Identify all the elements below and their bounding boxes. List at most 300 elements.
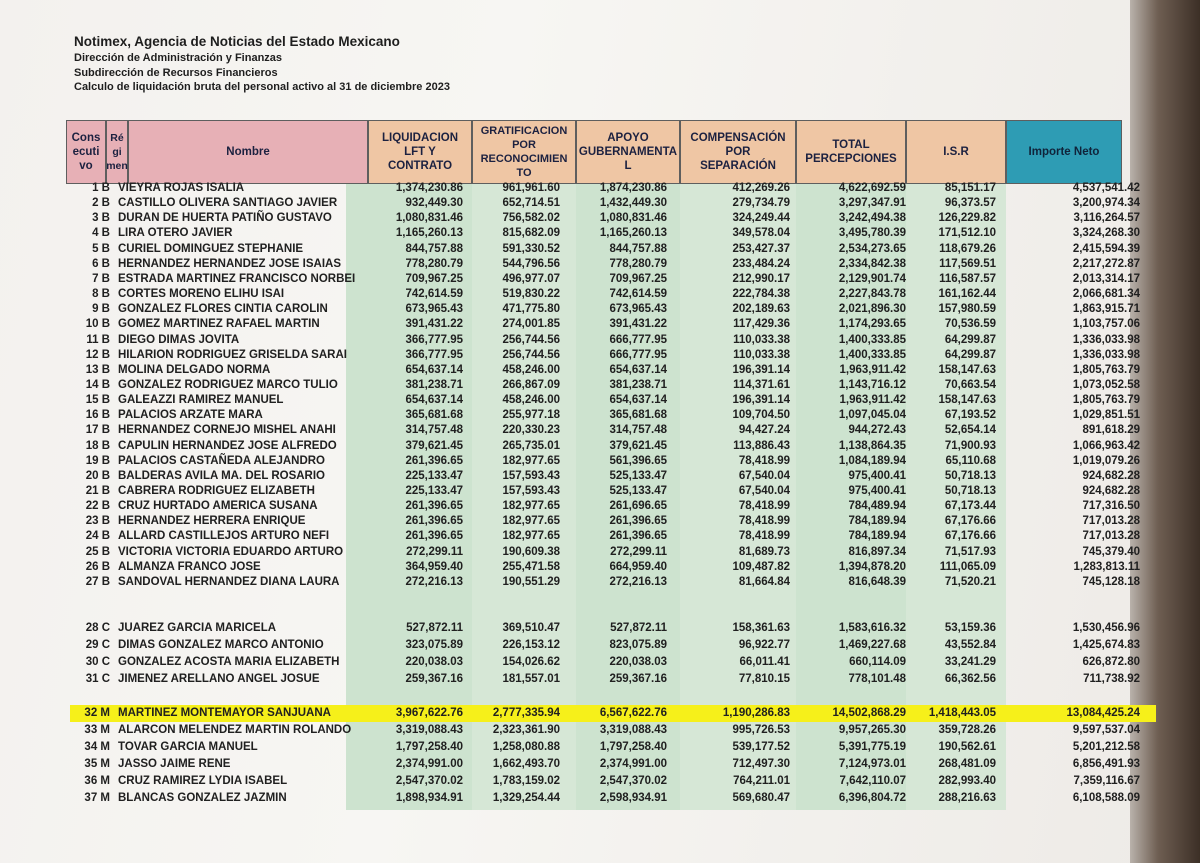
row-apoyo: 709,967.25 — [609, 272, 667, 285]
row-isr: 71,520.21 — [944, 575, 996, 588]
table-row — [0, 707, 1200, 722]
row-grat: 458,246.00 — [502, 394, 560, 407]
row-grat: 181,557.01 — [502, 673, 560, 685]
row-apoyo: 220,038.03 — [609, 656, 667, 668]
row-grat: 157,593.43 — [502, 485, 560, 497]
row-consecutivo: 15 B — [85, 394, 110, 407]
row-grat: 182,977.65 — [502, 454, 560, 467]
row-neto: 1,103,757.06 — [1072, 318, 1140, 331]
table-row — [0, 561, 1200, 576]
row-liq: 3,319,088.43 — [395, 724, 463, 736]
row-liq: 778,280.79 — [405, 257, 463, 270]
row-nombre: GALEAZZI RAMIREZ MANUEL — [118, 394, 284, 407]
row-nombre: ALLARD CASTILLEJOS ARTURO NEFI — [118, 530, 330, 543]
col-neto: Importe Neto — [1006, 120, 1122, 184]
row-liq: 932,449.30 — [405, 197, 463, 210]
row-consecutivo: 2 B — [92, 197, 110, 210]
row-consecutivo: 4 B — [92, 227, 110, 240]
table-row — [0, 288, 1200, 303]
row-consecutivo: 35 M — [84, 758, 110, 770]
row-neto: 13,084,425.24 — [1066, 707, 1140, 719]
row-liq: 261,396.65 — [405, 515, 463, 528]
row-grat: 256,744.56 — [502, 348, 560, 361]
row-consecutivo: 9 B — [92, 303, 110, 316]
row-neto: 2,013,314.17 — [1072, 272, 1140, 285]
row-grat: 544,796.56 — [502, 257, 560, 270]
row-neto: 1,283,813.11 — [1073, 560, 1140, 573]
row-nombre: TOVAR GARCIA MANUEL — [118, 741, 258, 753]
table-row — [0, 349, 1200, 364]
row-liq: 527,872.11 — [406, 622, 463, 634]
row-nombre: CORTES MORENO ELIHU ISAI — [118, 288, 285, 301]
row-isr: 1,418,443.05 — [928, 707, 996, 719]
row-neto: 7,359,116.67 — [1073, 775, 1140, 787]
row-nombre: SANDOVAL HERNANDEZ DIANA LAURA — [118, 575, 340, 588]
row-consecutivo: 36 M — [84, 775, 110, 787]
row-neto: 1,863,915.71 — [1072, 303, 1140, 316]
row-neto: 1,066,963.42 — [1072, 439, 1140, 452]
row-neto: 3,116,264.57 — [1073, 212, 1140, 225]
row-consecutivo: 17 B — [85, 424, 110, 437]
row-neto: 924,682.28 — [1082, 469, 1140, 482]
row-apoyo: 391,431.22 — [609, 318, 667, 331]
row-neto: 1,336,033.98 — [1072, 333, 1140, 346]
row-comp: 202,189.63 — [732, 303, 790, 316]
row-apoyo: 778,280.79 — [609, 257, 667, 270]
row-comp: 78,418.99 — [738, 500, 790, 513]
row-grat: 369,510.47 — [502, 622, 560, 634]
table-row — [0, 394, 1200, 409]
row-nombre: VIEYRA ROJAS ISALIA — [118, 182, 245, 194]
row-grat: 220,330.23 — [502, 424, 560, 437]
row-isr: 118,679.26 — [939, 242, 996, 255]
row-neto: 1,336,033.98 — [1072, 348, 1140, 361]
row-comp: 67,540.04 — [738, 485, 790, 497]
table-row — [0, 273, 1200, 288]
row-liq: 366,777.95 — [405, 333, 463, 346]
table-row — [0, 622, 1200, 637]
row-liq: 272,216.13 — [405, 575, 463, 588]
row-liq: 1,165,260.13 — [395, 227, 463, 240]
row-apoyo: 742,614.59 — [609, 288, 667, 301]
row-grat: 591,330.52 — [502, 242, 560, 255]
row-liq: 1,797,258.40 — [395, 741, 463, 753]
table-row — [0, 470, 1200, 485]
table-row — [0, 334, 1200, 349]
row-total: 2,227,843.78 — [838, 288, 906, 301]
row-liq: 225,133.47 — [405, 485, 463, 497]
row-neto: 924,682.28 — [1082, 485, 1140, 497]
row-total: 7,124,973.01 — [838, 758, 906, 770]
row-comp: 114,371.61 — [733, 378, 790, 391]
row-isr: 71,517.93 — [944, 545, 996, 558]
row-total: 5,391,775.19 — [838, 741, 906, 753]
table-row — [0, 576, 1200, 591]
row-neto: 3,200,974.34 — [1072, 197, 1140, 210]
subdepartment-line: Subdirección de Recursos Financieros — [74, 67, 278, 79]
row-total: 778,101.48 — [848, 673, 906, 685]
row-total: 660,114.09 — [849, 656, 906, 668]
table-row — [0, 500, 1200, 515]
row-total: 2,021,896.30 — [838, 303, 906, 316]
row-consecutivo: 26 B — [85, 560, 110, 573]
row-comp: 66,011.41 — [739, 656, 790, 668]
row-neto: 6,856,491.93 — [1072, 758, 1140, 770]
row-consecutivo: 11 B — [86, 333, 110, 346]
row-total: 975,400.41 — [848, 485, 906, 497]
row-neto: 5,201,212.58 — [1072, 741, 1140, 753]
row-consecutivo: 7 B — [92, 272, 110, 285]
row-liq: 272,299.11 — [406, 545, 463, 558]
row-grat: 266,867.09 — [502, 378, 560, 391]
row-nombre: CAPULIN HERNANDEZ JOSE ALFREDO — [118, 439, 337, 452]
row-apoyo: 272,216.13 — [609, 575, 667, 588]
row-neto: 626,872.80 — [1082, 656, 1140, 668]
row-total: 1,400,333.85 — [838, 333, 906, 346]
row-neto: 2,217,272.87 — [1072, 257, 1140, 270]
row-nombre: PALACIOS ARZATE MARA — [118, 409, 263, 422]
row-total: 1,400,333.85 — [838, 348, 906, 361]
table-row — [0, 656, 1200, 671]
table-row — [0, 515, 1200, 530]
table-row — [0, 775, 1200, 790]
org-title: Notimex, Agencia de Noticias del Estado Mexicano — [74, 34, 400, 49]
row-nombre: DIEGO DIMAS JOVITA — [118, 333, 240, 346]
row-nombre: GONZALEZ ACOSTA MARIA ELIZABETH — [118, 656, 340, 668]
row-comp: 349,578.04 — [732, 227, 790, 240]
table-row — [0, 673, 1200, 688]
row-comp: 712,497.30 — [732, 758, 790, 770]
table-row — [0, 409, 1200, 424]
row-consecutivo: 1 B — [92, 182, 110, 194]
row-nombre: CURIEL DOMINGUEZ STEPHANIE — [118, 242, 304, 255]
row-comp: 279,734.79 — [732, 197, 790, 210]
row-apoyo: 6,567,622.76 — [599, 707, 667, 719]
row-total: 14,502,868.29 — [832, 707, 906, 719]
row-grat: 226,153.12 — [502, 639, 560, 651]
row-nombre: MARTINEZ MONTEMAYOR SANJUANA — [118, 707, 331, 719]
row-neto: 1,805,763.79 — [1072, 363, 1140, 376]
row-grat: 519,830.22 — [502, 288, 560, 301]
row-isr: 50,718.13 — [944, 469, 996, 482]
row-grat: 496,977.07 — [502, 272, 560, 285]
row-apoyo: 314,757.48 — [609, 424, 667, 437]
row-total: 784,189.94 — [848, 530, 906, 543]
table-row — [0, 303, 1200, 318]
row-liq: 314,757.48 — [405, 424, 463, 437]
table-row — [0, 530, 1200, 545]
row-isr: 157,980.59 — [938, 303, 996, 316]
row-apoyo: 259,367.16 — [609, 673, 667, 685]
row-grat: 1,329,254.44 — [492, 792, 560, 804]
row-comp: 110,033.38 — [733, 333, 790, 346]
row-grat: 190,609.38 — [502, 545, 560, 558]
row-neto: 4,537,541.42 — [1072, 182, 1140, 194]
row-liq: 673,965.43 — [405, 303, 463, 316]
row-comp: 196,391.14 — [732, 363, 790, 376]
row-liq: 261,396.65 — [405, 454, 463, 467]
row-comp: 113,886.43 — [733, 439, 790, 452]
row-liq: 844,757.88 — [405, 242, 463, 255]
row-apoyo: 2,374,991.00 — [599, 758, 667, 770]
row-liq: 391,431.22 — [405, 318, 463, 331]
row-grat: 1,662,493.70 — [492, 758, 560, 770]
row-consecutivo: 23 B — [85, 515, 110, 528]
col-liquidacion: LIQUIDACION LFT Y CONTRATO — [368, 120, 472, 184]
row-grat: 2,777,335.94 — [492, 707, 560, 719]
row-liq: 366,777.95 — [405, 348, 463, 361]
row-isr: 33,241.29 — [944, 656, 996, 668]
row-apoyo: 261,696.65 — [609, 500, 667, 513]
table-row — [0, 227, 1200, 242]
row-apoyo: 272,299.11 — [610, 545, 667, 558]
row-nombre: JASSO JAIME RENE — [118, 758, 231, 770]
row-apoyo: 2,598,934.91 — [599, 792, 667, 804]
row-neto: 717,316.50 — [1082, 500, 1140, 513]
row-grat: 256,744.56 — [502, 333, 560, 346]
row-nombre: HERNANDEZ CORNEJO MISHEL ANAHI — [118, 424, 336, 437]
row-total: 7,642,110.07 — [839, 775, 906, 787]
row-consecutivo: 31 C — [85, 673, 110, 685]
row-consecutivo: 16 B — [85, 409, 110, 422]
row-nombre: GOMEZ MARTINEZ RAFAEL MARTIN — [118, 318, 320, 331]
row-apoyo: 673,965.43 — [609, 303, 667, 316]
row-nombre: BLANCAS GONZALEZ JAZMIN — [118, 792, 287, 804]
row-liq: 1,374,230.86 — [395, 182, 463, 194]
row-consecutivo: 25 B — [85, 545, 110, 558]
row-isr: 171,512.10 — [938, 227, 996, 240]
row-isr: 190,562.61 — [938, 741, 996, 753]
table-row — [0, 182, 1200, 197]
row-liq: 3,967,622.76 — [395, 707, 463, 719]
row-apoyo: 654,637.14 — [609, 394, 667, 407]
row-apoyo: 3,319,088.43 — [599, 724, 667, 736]
row-neto: 1,530,456.96 — [1072, 622, 1140, 634]
row-total: 9,957,265.30 — [838, 724, 906, 736]
row-grat: 274,001.85 — [502, 318, 560, 331]
row-grat: 756,582.02 — [502, 212, 560, 225]
row-liq: 2,547,370.02 — [395, 775, 463, 787]
row-grat: 265,735.01 — [502, 439, 560, 452]
row-consecutivo: 19 B — [85, 454, 110, 467]
row-grat: 182,977.65 — [502, 500, 560, 513]
row-liq: 381,238.71 — [405, 378, 463, 391]
row-grat: 154,026.62 — [502, 656, 560, 668]
table-row — [0, 546, 1200, 561]
row-comp: 995,726.53 — [732, 724, 790, 736]
row-apoyo: 261,396.65 — [609, 530, 667, 543]
table-row — [0, 364, 1200, 379]
department-line: Dirección de Administración y Finanzas — [74, 52, 283, 64]
row-total: 1,583,616.32 — [838, 622, 906, 634]
row-comp: 222,784.38 — [732, 288, 790, 301]
row-isr: 111,065.09 — [939, 560, 996, 573]
row-neto: 2,066,681.34 — [1072, 288, 1140, 301]
row-isr: 65,110.68 — [945, 454, 996, 467]
row-isr: 53,159.36 — [944, 622, 996, 634]
row-neto: 1,805,763.79 — [1072, 394, 1140, 407]
col-compensacion: COMPENSACIÓN POR SEPARACIÓN — [680, 120, 796, 184]
row-total: 1,174,293.65 — [838, 318, 906, 331]
row-grat: 471,775.80 — [502, 303, 560, 316]
row-isr: 43,552.84 — [944, 639, 996, 651]
row-total: 816,648.39 — [848, 575, 906, 588]
row-grat: 255,977.18 — [502, 409, 560, 422]
col-regimen: Ré gi men — [106, 120, 128, 184]
row-total: 975,400.41 — [848, 469, 906, 482]
row-comp: 78,418.99 — [738, 530, 790, 543]
row-neto: 745,128.18 — [1082, 575, 1140, 588]
row-total: 2,129,901.74 — [838, 272, 906, 285]
row-apoyo: 666,777.95 — [609, 348, 667, 361]
row-comp: 109,704.50 — [732, 409, 790, 422]
row-liq: 379,621.45 — [405, 439, 463, 452]
row-consecutivo: 24 B — [85, 530, 110, 543]
row-isr: 64,299.87 — [944, 333, 996, 346]
row-comp: 117,429.36 — [733, 318, 790, 331]
row-liq: 220,038.03 — [405, 656, 463, 668]
row-nombre: GONZALEZ RODRIGUEZ MARCO TULIO — [118, 378, 338, 391]
table-row — [0, 455, 1200, 470]
row-grat: 182,977.65 — [502, 515, 560, 528]
row-total: 3,242,494.38 — [838, 212, 906, 225]
row-total: 1,963,911.42 — [839, 363, 906, 376]
row-isr: 96,373.57 — [944, 197, 996, 210]
row-comp: 94,427.24 — [738, 424, 790, 437]
row-total: 2,334,842.38 — [838, 257, 906, 270]
row-nombre: JIMENEZ ARELLANO ANGEL JOSUE — [118, 673, 320, 685]
row-isr: 126,229.82 — [938, 212, 996, 225]
row-consecutivo: 34 M — [84, 741, 110, 753]
row-total: 784,489.94 — [848, 500, 906, 513]
row-comp: 81,664.84 — [738, 575, 790, 588]
row-consecutivo: 33 M — [84, 724, 110, 736]
row-apoyo: 1,432,449.30 — [599, 197, 667, 210]
row-comp: 77,810.15 — [738, 673, 790, 685]
row-comp: 412,269.26 — [732, 182, 790, 194]
row-apoyo: 561,396.65 — [609, 454, 667, 467]
row-total: 1,143,716.12 — [838, 378, 906, 391]
row-isr: 71,900.93 — [944, 439, 996, 452]
row-neto: 717,013.28 — [1082, 530, 1140, 543]
row-comp: 78,418.99 — [738, 515, 790, 528]
col-nombre: Nombre — [128, 120, 368, 184]
row-isr: 67,176.66 — [944, 530, 996, 543]
row-apoyo: 664,959.40 — [609, 560, 667, 573]
col-apoyo: APOYO GUBERNAMENTA L — [576, 120, 680, 184]
row-isr: 116,587.57 — [939, 272, 996, 285]
row-total: 1,138,864.35 — [838, 439, 906, 452]
row-comp: 1,190,286.83 — [722, 707, 790, 719]
row-comp: 78,418.99 — [738, 454, 790, 467]
row-nombre: JUAREZ GARCIA MARICELA — [118, 622, 277, 634]
row-liq: 2,374,991.00 — [395, 758, 463, 770]
row-total: 2,534,273.65 — [838, 242, 906, 255]
row-grat: 458,246.00 — [502, 363, 560, 376]
row-nombre: DURAN DE HUERTA PATIÑO GUSTAVO — [118, 212, 332, 225]
table-row — [0, 197, 1200, 212]
row-consecutivo: 6 B — [92, 257, 110, 270]
row-consecutivo: 20 B — [85, 469, 110, 482]
row-comp: 67,540.04 — [738, 469, 790, 482]
row-apoyo: 2,547,370.02 — [599, 775, 667, 787]
row-consecutivo: 27 B — [85, 575, 110, 588]
row-apoyo: 525,133.47 — [609, 469, 667, 482]
row-apoyo: 525,133.47 — [609, 485, 667, 497]
row-isr: 52,654.14 — [944, 424, 996, 437]
row-isr: 70,536.59 — [944, 318, 996, 331]
row-isr: 66,362.56 — [944, 673, 996, 685]
row-comp: 110,033.38 — [733, 348, 790, 361]
row-liq: 709,967.25 — [405, 272, 463, 285]
row-nombre: CABRERA RODRIGUEZ ELIZABETH — [118, 485, 315, 497]
row-consecutivo: 28 C — [85, 622, 110, 634]
row-grat: 961,961.60 — [502, 182, 560, 194]
col-consecutivo: Cons ecuti vo — [66, 120, 106, 184]
row-grat: 1,783,159.02 — [492, 775, 560, 787]
row-isr: 67,176.66 — [944, 515, 996, 528]
row-liq: 742,614.59 — [405, 288, 463, 301]
row-nombre: BALDERAS AVILA MA. DEL ROSARIO — [118, 469, 326, 482]
row-total: 6,396,804.72 — [838, 792, 906, 804]
row-total: 1,084,189.94 — [838, 454, 906, 467]
row-liq: 654,637.14 — [405, 363, 463, 376]
row-nombre: HERNANDEZ HERRERA ENRIQUE — [118, 515, 306, 528]
row-nombre: GONZALEZ FLORES CINTIA CAROLIN — [118, 303, 328, 316]
row-isr: 288,216.63 — [938, 792, 996, 804]
row-consecutivo: 3 B — [92, 212, 110, 225]
row-grat: 815,682.09 — [502, 227, 560, 240]
row-neto: 2,415,594.39 — [1072, 242, 1140, 255]
table-row — [0, 639, 1200, 654]
row-total: 1,963,911.42 — [839, 394, 906, 407]
row-comp: 764,211.01 — [733, 775, 790, 787]
row-neto: 711,738.92 — [1083, 673, 1140, 685]
row-grat: 652,714.51 — [502, 197, 560, 210]
row-apoyo: 654,637.14 — [609, 363, 667, 376]
row-consecutivo: 29 C — [85, 639, 110, 651]
row-consecutivo: 12 B — [85, 348, 110, 361]
table-row — [0, 258, 1200, 273]
row-apoyo: 1,080,831.46 — [599, 212, 667, 225]
table-row — [0, 741, 1200, 756]
row-liq: 365,681.68 — [405, 409, 463, 422]
row-consecutivo: 18 B — [85, 439, 110, 452]
row-apoyo: 666,777.95 — [609, 333, 667, 346]
table-row — [0, 758, 1200, 773]
row-nombre: HERNANDEZ HERNANDEZ JOSE ISAIAS — [118, 257, 341, 270]
row-nombre: PALACIOS CASTAÑEDA ALEJANDRO — [118, 454, 326, 467]
row-comp: 233,484.24 — [732, 257, 790, 270]
row-nombre: ALMANZA FRANCO JOSE — [118, 560, 261, 573]
row-neto: 9,597,537.04 — [1072, 724, 1140, 736]
table-row — [0, 243, 1200, 258]
row-comp: 539,177.52 — [732, 741, 790, 753]
row-comp: 196,391.14 — [732, 394, 790, 407]
col-total: TOTAL PERCEPCIONES — [796, 120, 906, 184]
row-isr: 64,299.87 — [944, 348, 996, 361]
row-liq: 654,637.14 — [405, 394, 463, 407]
row-isr: 117,569.51 — [939, 257, 996, 270]
row-apoyo: 1,874,230.86 — [599, 182, 667, 194]
table-row — [0, 379, 1200, 394]
row-nombre: LIRA OTERO JAVIER — [118, 227, 233, 240]
row-neto: 1,073,052.58 — [1072, 378, 1140, 391]
row-consecutivo: 13 B — [85, 363, 110, 376]
row-total: 784,189.94 — [848, 515, 906, 528]
row-consecutivo: 14 B — [85, 378, 110, 391]
table-row — [0, 440, 1200, 455]
